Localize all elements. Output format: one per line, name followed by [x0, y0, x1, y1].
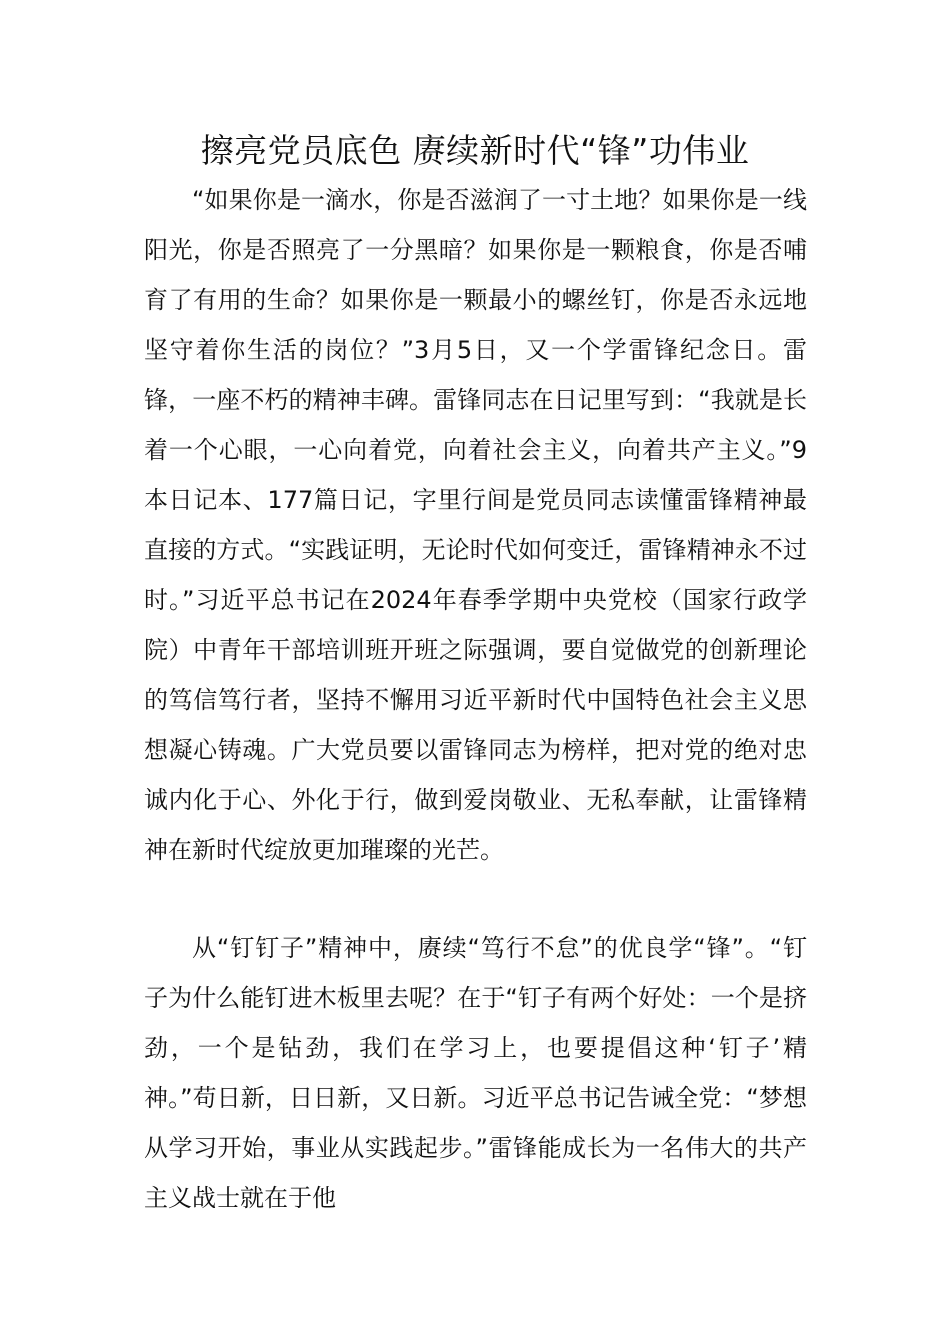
paragraph-2: 从“钉钉子”精神中，赓续“笃行不怠”的优良学“锋”。“钉子为什么能钉进木板里去呢？在于“钉子有两个好处：一个是挤劲，一个是钻劲，我们在学习上，也要提倡这种‘钉子’精神。”苟日新，日日新，又日新。习近平总书记告诫全党：“梦想从学习开始，事业从实践起步。”雷锋能成长为一名伟大的共产主义战士就在于他	[144, 934, 807, 1212]
paragraph-1: “如果你是一滴水，你是否滋润了一寸土地？如果你是一线阳光，你是否照亮了一分黑暗？如果你是一颗粮食，你是否哺育了有用的生命？如果你是一颗最小的螺丝钉，你是否永远地坚守着你生活的岗位？”3月5日，又一个学雷锋纪念日。雷锋，一座不朽的精神丰碑。雷锋同志在日记里写到：“我就是长着一个心眼，一心向着党，向着社会主义，向着共产主义。”9本日记本、177篇日记，字里行间是党员同志读懂雷锋精神最直接的方式。“实践证明，无论时代如何变迁，雷锋精神永不过时。”习近平总书记在2024年春季学期中央党校（国家行政学院）中青年干部培训班开班之际强调，要自觉做党的创新理论的笃信笃行者，坚持不懈用习近平新时代中国特色社会主义思想凝心铸魂。广大党员要以雷锋同志为榜样，把对党的绝对忠诚内化于心、外化于行，做到爱岗敬业、无私奉献，让雷锋精神在新时代绽放更加璀璨的光芒。	[144, 186, 807, 864]
document-title: 擦亮党员底色 赓续新时代“锋”功伟业	[200, 131, 750, 170]
